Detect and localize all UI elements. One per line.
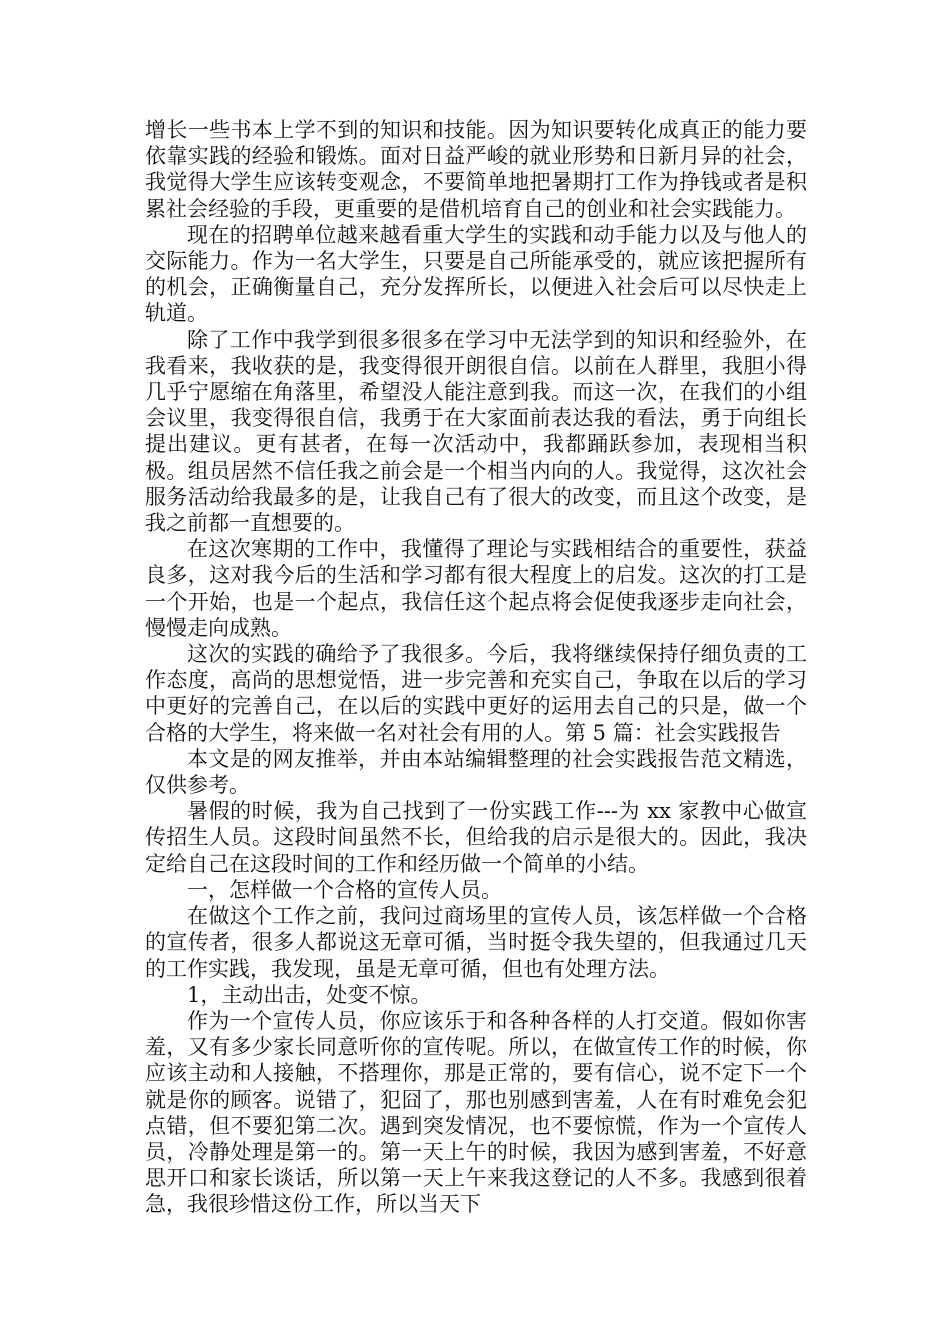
paragraph: 增长一些书本上学不到的知识和技能。因为知识要转化成真正的能力要依靠实践的经验和锻炼。面对日益严峻的就业形势和日新月异的社会，我觉得大学生应该转变观念，不要简单地把暑期打工作为挣钱或者是积累社会经验的手段，更重要的是借机培育自己的创业和社会实践能力。: [145, 118, 807, 221]
paragraph: 暑假的时候，我为自己找到了一份实践工作---为 xx 家教中心做宣传招生人员。这段时间虽然不长，但给我的启示是很大的。因此，我决定给自己在这段时间的工作和经历做一个简单的小结。: [145, 799, 807, 876]
paragraph: 除了工作中我学到很多很多在学习中无法学到的知识和经验外，在我看来，我收获的是，我变得很开朗很自信。以前在人群里，我胆小得几乎宁愿缩在角落里，希望没人能注意到我。而这一次，在我们的小组会议里，我变得很自信，我勇于在大家面前表达我的看法，勇于向组长提出建议。更有甚者，在每一次活动中，我都踊跃参加，表现相当积极。组员居然不信任我之前会是一个相当内向的人。我觉得，这次社会服务活动给我最多的是，让我自己有了很大的改变，而且这个改变，是我之前都一直想要的。: [145, 327, 807, 536]
paragraph: 作为一个宣传人员，你应该乐于和各种各样的人打交道。假如你害羞，又有多少家长同意听你的宣传呢。所以，在做宣传工作的时候，你应该主动和人接触，不搭理你，那是正常的，要有信心，说不定下一个就是你的顾客。说错了，犯囧了，那也别感到害羞，人在有时难免会犯点错，但不要犯第二次。遇到突发情况，也不要惊慌，作为一个宣传人员，冷静处理是第一的。第一天上午的时候，我因为感到害羞，不好意思开口和家长谈话，所以第一天上午来我这登记的人不多。我感到很着急，我很珍惜这份工作，所以当天下: [145, 1008, 807, 1217]
subsection-heading: 1，主动出击，处变不惊。: [187, 982, 432, 1007]
paragraph: 现在的招聘单位越来越看重大学生的实践和动手能力以及与他人的交际能力。作为一名大学生，只要是自己所能承受的，就应该把握所有的机会，正确衡量自己，充分发挥所长，以便进入社会后可以尽快走上轨道。: [145, 222, 807, 326]
paragraph: 本文是的网友推举，并由本站编辑整理的社会实践报告范文精选，仅供参考。: [145, 746, 807, 798]
paragraph: 在这次寒期的工作中，我懂得了理论与实践相结合的重要性，获益良多，这对我今后的生活和学习都有很大程度上的启发。这次的打工是一个开始，也是一个起点，我信任这个起点将会促使我逐步走向社会，慢慢走向成熟。: [145, 537, 807, 640]
section-heading: 一，怎样做一个合格的宣传人员。: [187, 877, 502, 902]
document-body: [145, 117, 807, 1218]
paragraph: 这次的实践的确给予了我很多。今后，我将继续保持仔细负责的工作态度，高尚的思想觉悟，进一步完善和充实自己，争取在以后的学习中更好的完善自己，在以后的实践中更好的运用去自己的只是，做一个合格的大学生，将来做一名对社会有用的人。第 5 篇：社会实践报告: [145, 642, 807, 745]
paragraph: 在做这个工作之前，我问过商场里的宣传人员，该怎样做一个合格的宣传者，很多人都说这无章可循，当时挺令我失望的，但我通过几天的工作实践，我发现，虽是无章可循，但也有处理方法。: [145, 904, 807, 981]
